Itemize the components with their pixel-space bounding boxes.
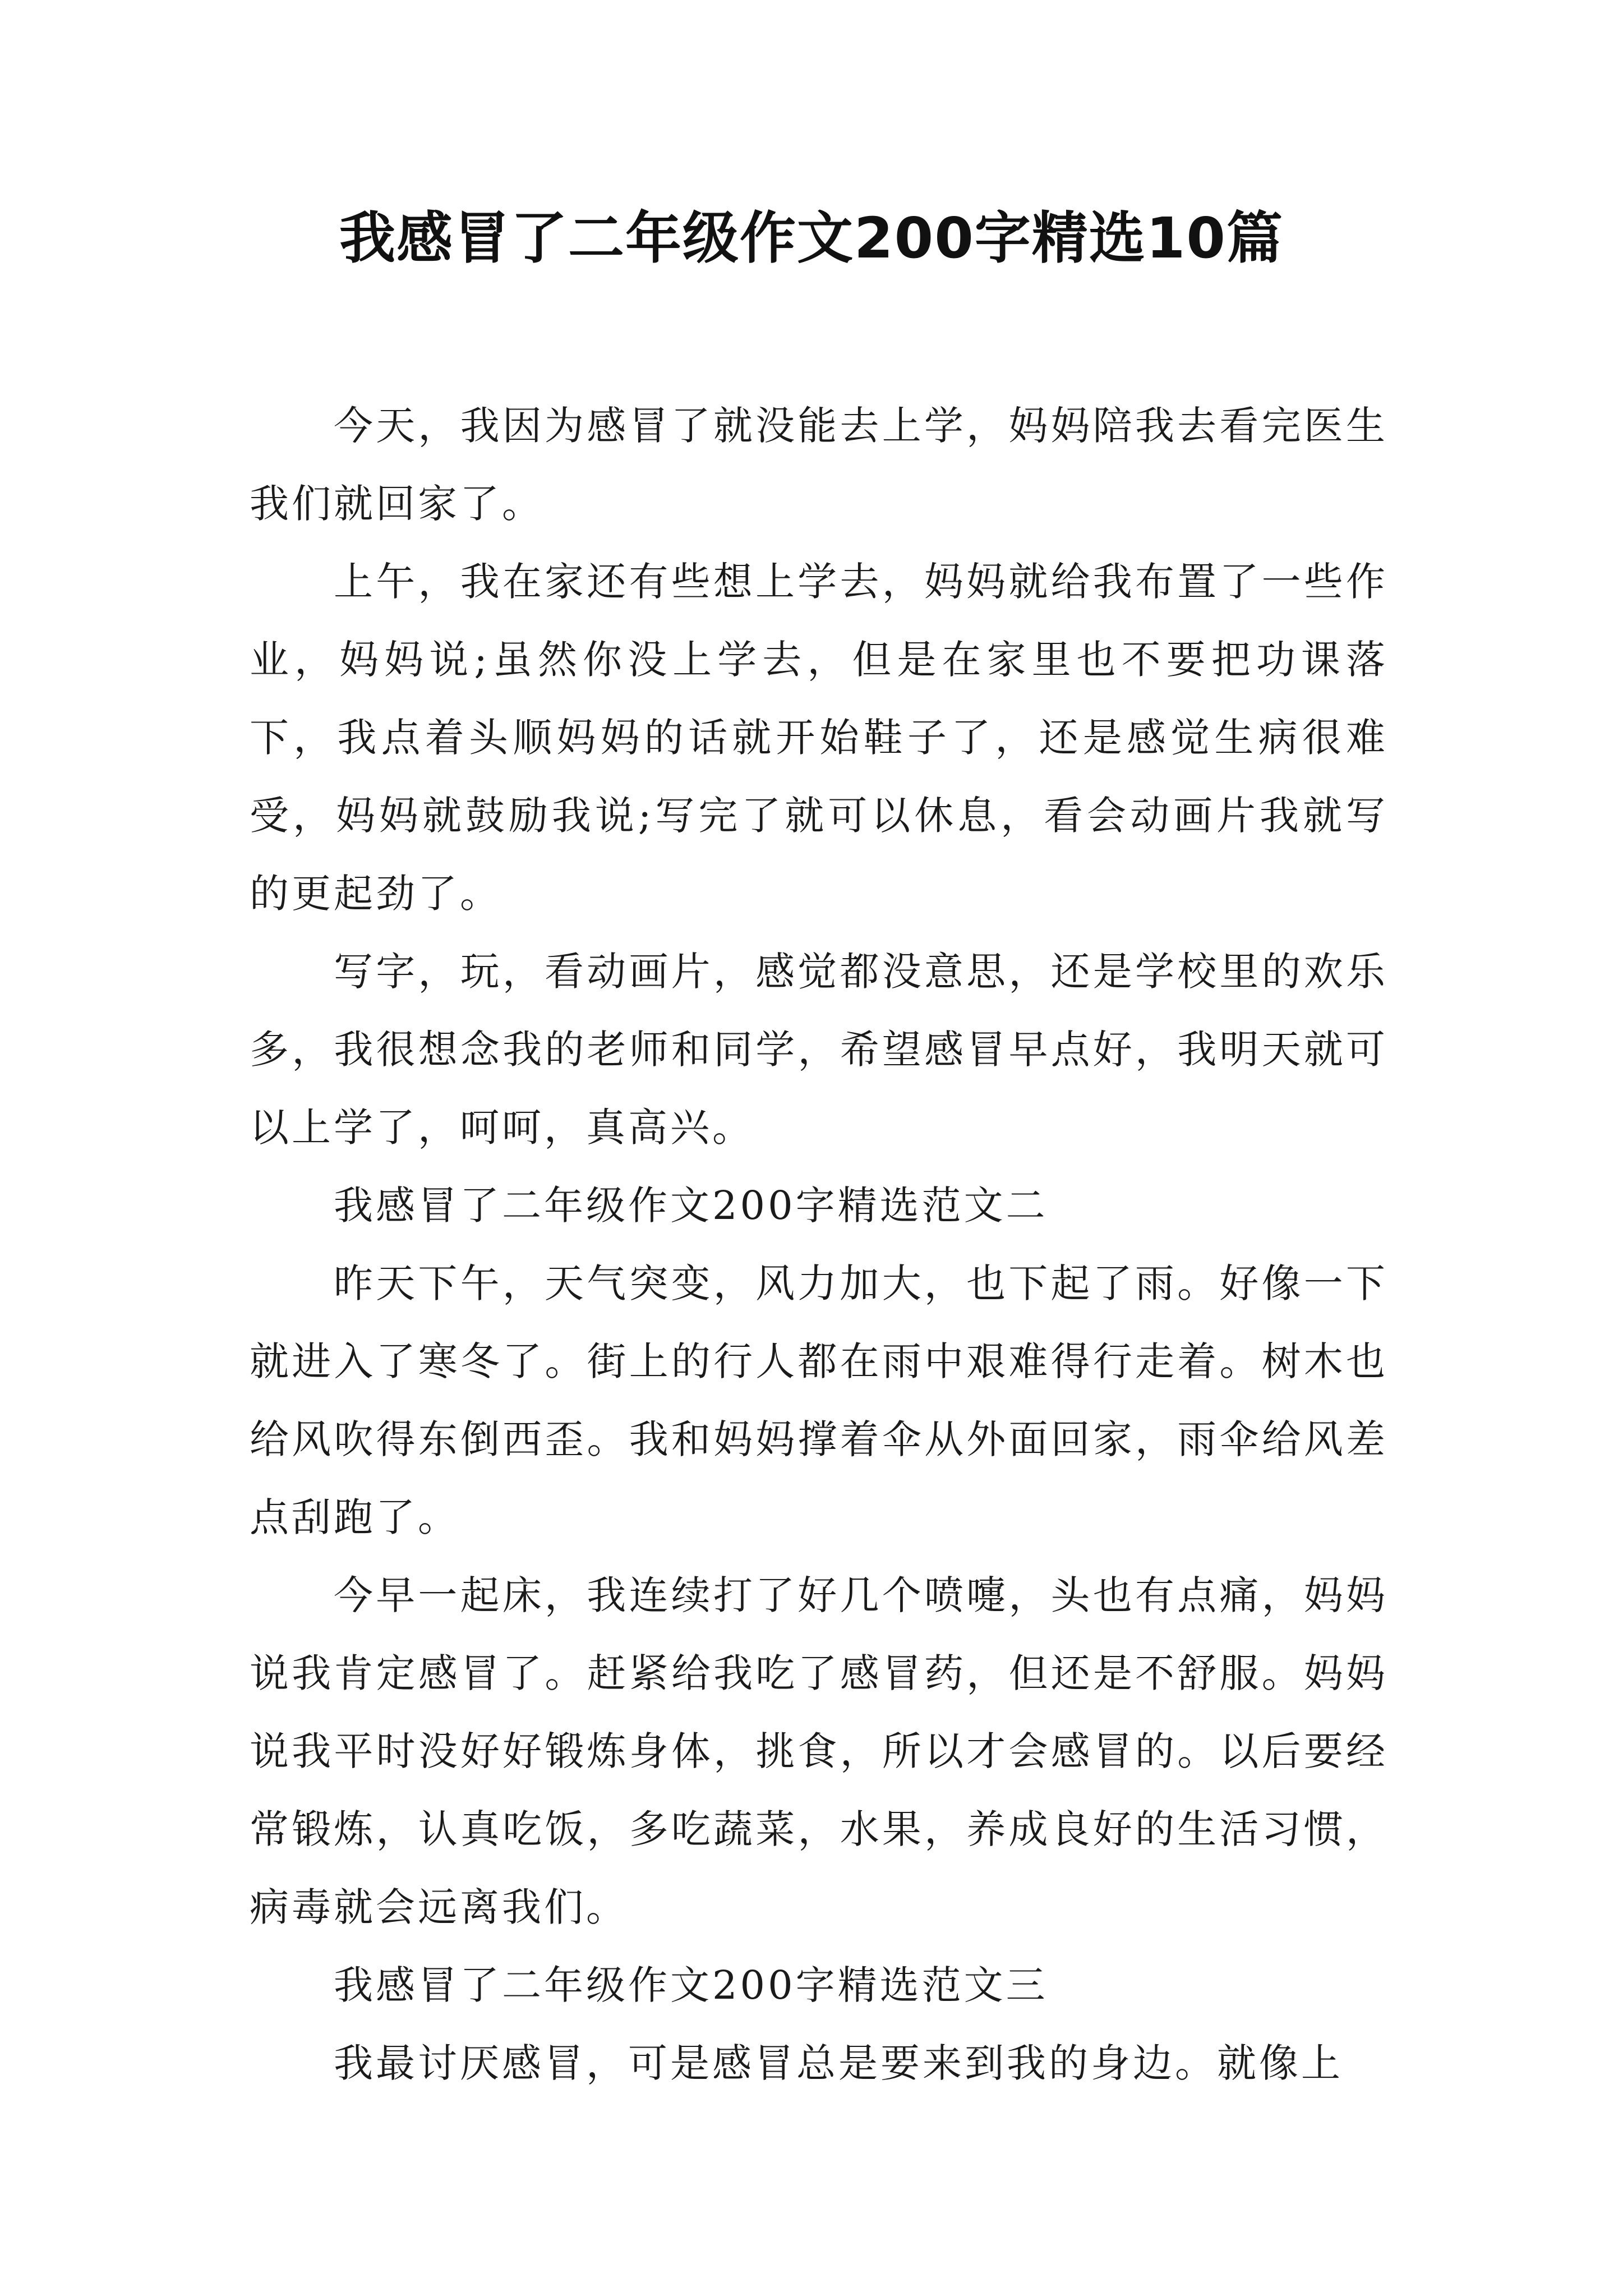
paragraph: 上午，我在家还有些想上学去，妈妈就给我布置了一些作业，妈妈说;虽然你没上学去，但是在家里也不要把功课落下，我点着头顺妈妈的话就开始鞋子了，还是感觉生病很难受，妈妈就鼓励我说;写完了就可以休息，看会动画片我就写的更起劲了。 xyxy=(250,559,1388,917)
paragraph: 今早一起床，我连续打了好几个喷嚏，头也有点痛，妈妈说我肯定感冒了。赶紧给我吃了感冒药，但还是不舒服。妈妈说我平时没好好锻炼身体，挑食，所以才会感冒的。以后要经常锻炼，认真吃饭，多吃蔬菜，水果，养成良好的生活习惯，病毒就会远离我们。 xyxy=(250,1572,1388,1930)
document-title: 我感冒了二年级作文200字精选10篇 xyxy=(339,205,1284,271)
paragraph: 写字，玩，看动画片，感觉都没意思，还是学校里的欢乐多，我很想念我的老师和同学，希望感冒早点好，我明天就可以上学了，呵呵，真高兴。 xyxy=(250,949,1388,1151)
paragraph: 昨天下午，天气突变，风力加大，也下起了雨。好像一下就进入了寒冬了。街上的行人都在雨中艰难得行走着。树木也给风吹得东倒西歪。我和妈妈撑着伞从外面回家，雨伞给风差点刮跑了。 xyxy=(250,1260,1388,1540)
paragraph: 我最讨厌感冒，可是感冒总是要来到我的身边。就像上 xyxy=(334,2040,1343,2086)
section-heading: 我感冒了二年级作文200字精选范文三 xyxy=(334,1962,1048,2008)
paragraph: 今天，我因为感冒了就没能去上学，妈妈陪我去看完医生我们就回家了。 xyxy=(250,403,1388,527)
section-heading: 我感冒了二年级作文200字精选范文二 xyxy=(334,1182,1048,1228)
document-body xyxy=(250,387,1388,2102)
